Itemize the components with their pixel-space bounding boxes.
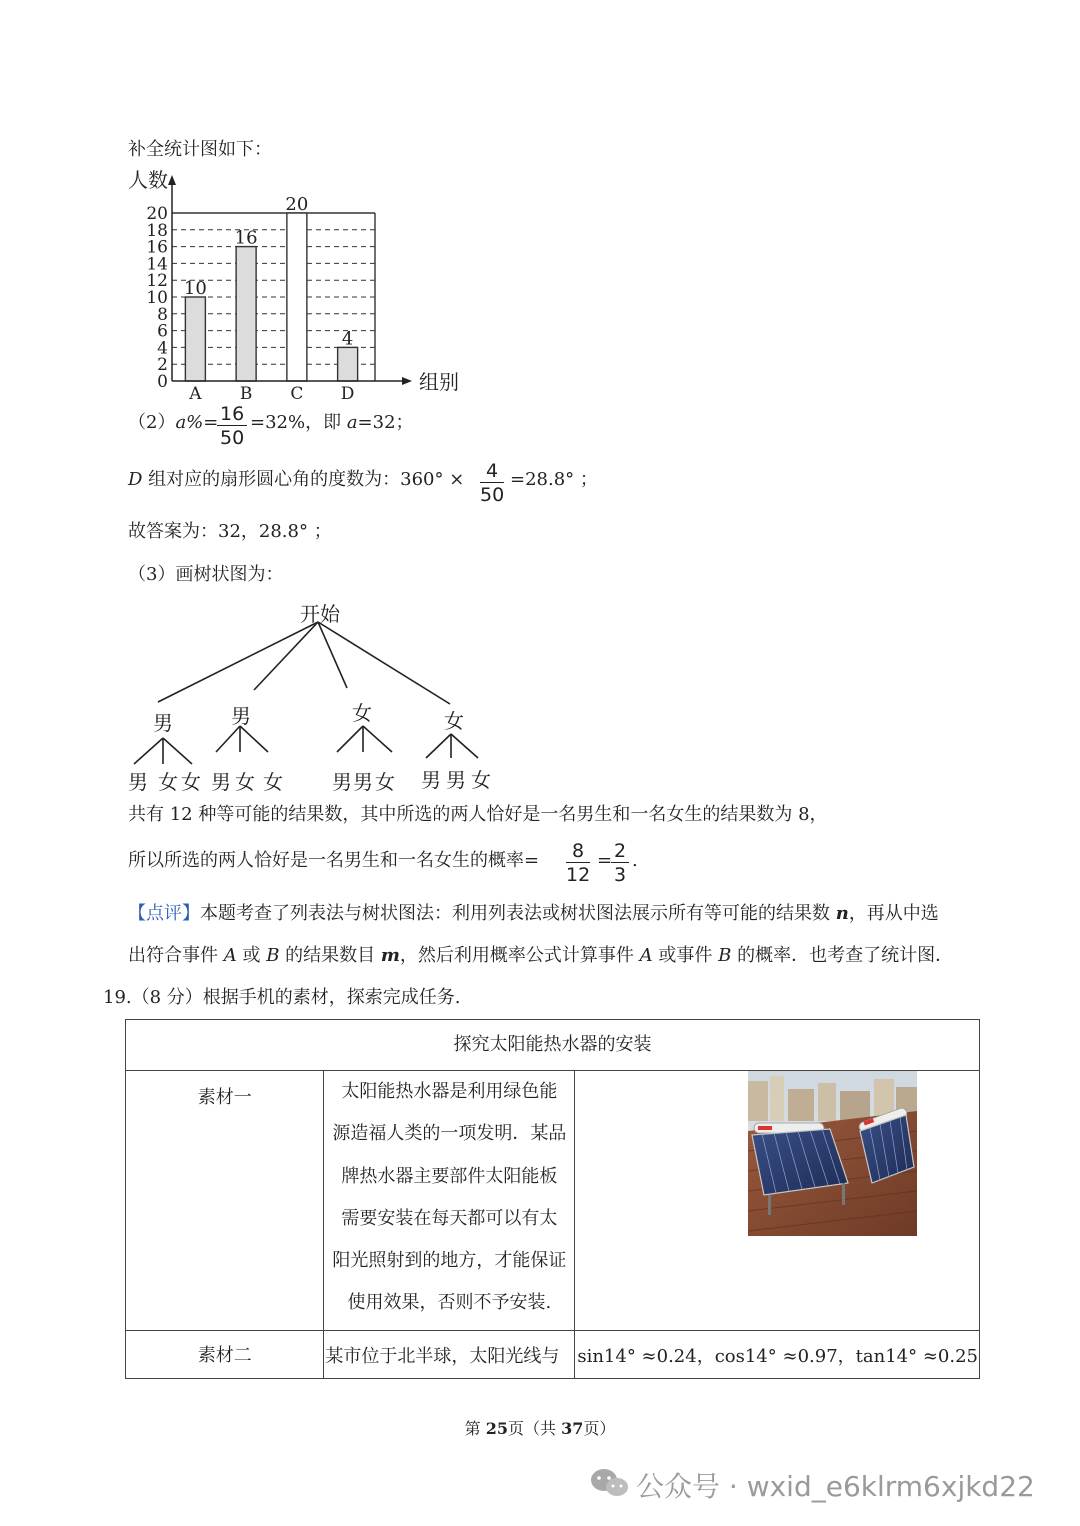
data-label-C: 20 [285,194,309,215]
material-1-name: 素材一 [126,1071,324,1331]
tree-leaf: 女 [181,770,201,794]
x-tick-label: D [340,384,355,404]
var-n: n [835,903,849,924]
part2-lead: （2） [128,412,176,433]
probability-line: 所以所选的两人恰好是一名男生和一名女生的概率= [128,850,540,871]
page-footer [0,1416,1080,1439]
tree-node-l1: 女 [352,701,372,725]
comment-text: ，再从中选 [848,903,939,924]
y-tick-label: 20 [146,204,168,224]
material-2-name: 素材二 [126,1331,324,1379]
tree-leaf: 男 [332,770,352,794]
comment-text: 的概率．也考查了统计图． [731,945,954,966]
material-1-line: 太阳能热水器是利用绿色能 [341,1081,558,1102]
tree-leaf: 女 [158,770,178,794]
equals-sign: = [203,412,219,433]
fraction-numerator: 2 [611,840,629,863]
y-tick-label: 4 [157,338,168,359]
comment-tag: 【点评】 [128,903,200,924]
tree-leaf: 女 [263,770,283,794]
fraction-numerator: 4 [480,460,504,483]
material-1-line: 源造福人类的一项发明．某品 [332,1123,567,1145]
material-1-line: 需要安装在每天都可以有太 [341,1207,558,1229]
x-tick-label: B [239,384,253,404]
equals-sign: = [597,850,613,871]
data-label-D: 4 [341,328,354,350]
x-tick-label: A [189,384,202,404]
part3-heading: （3）画树状图为： [128,564,284,585]
material-2-text: 某市位于北半球，太阳光线与 [324,1331,575,1379]
y-tick-label: 6 [157,321,168,342]
tree-leaf: 男 [446,768,466,792]
fraction-denominator: 50 [220,427,245,449]
y-tick-label: 0 [157,372,168,392]
var-b: B [718,945,732,966]
comment-text: 的结果数目 [279,945,381,966]
x-tick-label: C [290,384,304,404]
intro-text: 补全统计图如下： [128,139,272,160]
material-1-line: 牌热水器主要部件太阳能板 [341,1165,558,1187]
part2-after2: =32； [357,412,414,433]
fraction-denominator: 50 [480,484,505,506]
tree-leaf: 女 [375,770,395,794]
y-tick-label: 10 [146,288,168,308]
y-axis-title: 人数 [128,168,168,192]
material-1-line: 阳光照射到的地方，才能保证 [332,1250,567,1272]
footer-text: 页） [583,1419,616,1438]
comment-text: 本题考查了列表法与树状图法：利用列表法或树状图法展示所有等可能的结果数 [200,903,836,924]
table-title: 探究太阳能热水器的安装 [126,1020,980,1071]
y-tick-label: 14 [146,254,168,275]
comment-text: 或 [236,945,267,966]
tree-leaf: 男 [421,768,441,792]
var-m: m [380,945,400,966]
d-variable: D [128,469,143,490]
tree-node-l1: 女 [444,709,464,733]
y-tick-label: 8 [157,304,168,325]
footer-text: 第 [464,1419,486,1438]
fraction-numerator: 8 [566,840,590,863]
fraction-denominator: 12 [566,864,591,886]
comment-line2 [128,945,953,967]
wechat-icon [590,1467,630,1499]
comment-text: ，然后利用概率公式计算事件 [399,945,640,966]
tree-leaf: 男 [353,770,373,794]
tree-leaf: 女 [235,770,255,794]
period: . [632,850,638,871]
d-text: 组对应的扇形圆心角的度数为：360° × [142,469,465,490]
watermark-text: 公众号 · wxid_e6klrm6xjkd22 [636,1470,1035,1503]
answer-line: 故答案为：32，28.8° ； [128,521,332,542]
a-percent: a% [175,412,204,433]
var-a: A [639,945,653,966]
data-label-B: 16 [234,227,258,249]
fraction-denominator: 3 [614,864,627,886]
question-19-title: 19.（8 分）根据手机的素材，探索完成任务. [103,987,461,1008]
tree-node-l1: 男 [153,711,173,735]
tree-leaf: 女 [471,768,491,792]
page-number: 25 [485,1419,508,1438]
fraction-2-3 [611,840,629,887]
material-2-trig: sin14° ≈0.24，cos14° ≈0.97，tan14° ≈0.25 [575,1331,980,1379]
part2-after: =32%，即 [250,412,347,433]
page-total: 37 [561,1419,584,1438]
var-a: A [223,945,237,966]
outcome-count-line: 共有 12 种等可能的结果数，其中所选的两人恰好是一名男生和一名女生的结果数为 8， [128,804,828,825]
fraction-8-12 [566,840,590,887]
solar-heater-photo [748,1071,917,1236]
comment-text: 或事件 [652,945,719,966]
var-b: B [266,945,280,966]
data-label-A: 10 [183,278,207,299]
tree-root: 开始 [300,602,340,626]
material-1-line: 使用效果，否则不予安装. [347,1292,552,1314]
x-axis-title: 组别 [419,370,459,394]
a-variable: a [346,412,358,433]
d-angle-result: =28.8° ； [510,469,598,490]
y-tick-label: 2 [157,355,168,376]
comment-line1 [128,903,939,925]
y-tick-label: 12 [146,271,168,292]
tree-leaf: 男 [128,770,148,794]
tree-leaf: 男 [211,770,231,794]
y-tick-label: 16 [146,237,168,258]
y-tick-label: 18 [146,220,168,241]
fraction-numerator: 16 [217,403,247,426]
material-1-text [324,1071,575,1331]
tree-node-l1: 男 [231,704,251,728]
comment-text: 出符合事件 [128,945,224,966]
footer-text: 页（共 [507,1419,562,1438]
